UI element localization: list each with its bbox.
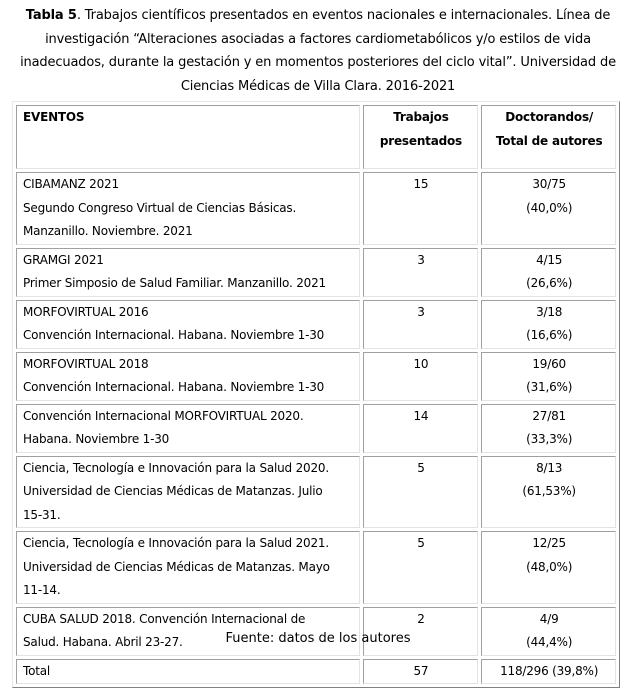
header-trabajos-line-1: Trabajos (393, 110, 449, 124)
evento-line: MORFOVIRTUAL 2016 (23, 304, 149, 319)
table-row (16, 352, 616, 401)
ratio-value: 12/25 (532, 536, 566, 550)
evento-line: Ciencia, Tecnología e Innovación para la Salud 2021. (23, 536, 329, 550)
header-doctorandos-line-1: Doctorandos/ (505, 110, 594, 124)
table-row (16, 172, 616, 245)
doctorandos-cell (481, 300, 616, 349)
evento-line: Convención Internacional. Habana. Noviembre 1-30 (23, 328, 325, 342)
ratio-value: 27/81 (532, 408, 566, 423)
header-doctorandos (481, 105, 616, 169)
table-row (16, 300, 616, 349)
evento-line: CIBAMANZ 2021 (23, 177, 119, 191)
ratio-value: 4/9 (539, 611, 559, 626)
evento-line: CUBA SALUD 2018. Convención Internacional de (23, 611, 306, 626)
evento-line: 11-14. (23, 583, 61, 597)
doctorandos-cell (481, 248, 616, 297)
header-doctorandos-line-2: Total de autores (495, 133, 603, 148)
evento-line: Convención Internacional. Habana. Noviembre 1-30 (23, 380, 325, 394)
table-row (16, 456, 616, 529)
source-note: Fuente: datos de los autores (225, 631, 411, 646)
evento-line: 15-31. (23, 507, 61, 522)
doctorandos-cell (481, 531, 616, 604)
evento-cell (16, 531, 360, 604)
header-trabajos-line-2: presentados (379, 133, 462, 148)
caption-line-3: inadecuados, durante la gestación y en momentos posteriores del ciclo vital”. Universidad de (20, 55, 616, 70)
doctorandos-cell (481, 456, 616, 529)
ratio-value: 19/60 (532, 356, 566, 371)
evento-line: Universidad de Ciencias Médicas de Matanzas. Julio (23, 484, 323, 498)
events-table (12, 101, 620, 688)
pct-value: (33,3%) (526, 432, 573, 446)
doctorandos-cell (481, 352, 616, 401)
header-eventos (16, 105, 360, 169)
table-row (16, 531, 616, 604)
caption-line-2: investigación “Alteraciones asociadas a factores cardiometabólicos y/o estilos de vida (45, 31, 591, 47)
header-eventos-text: EVENTOS (23, 110, 85, 124)
header-trabajos (363, 105, 479, 169)
table-header-row (16, 105, 616, 169)
pct-value: (26,6%) (526, 276, 573, 290)
evento-line: Manzanillo. Noviembre. 2021 (23, 224, 193, 238)
total-ratio: 118/296 (39,8%) (481, 659, 616, 685)
evento-line: GRAMGI 2021 (23, 252, 104, 267)
trabajos-cell: 15 (363, 172, 479, 245)
evento-cell (16, 248, 360, 297)
pct-value: (61,53%) (522, 484, 576, 498)
evento-cell (16, 404, 360, 453)
trabajos-cell: 3 (363, 300, 479, 349)
ratio-value: 4/15 (536, 252, 563, 267)
total-trabajos: 57 (363, 659, 479, 685)
pct-value: (40,0%) (526, 200, 573, 215)
table-row (16, 248, 616, 297)
trabajos-cell: 5 (363, 531, 479, 604)
evento-line: Segundo Congreso Virtual de Ciencias Básicas. (23, 200, 297, 215)
evento-line: Salud. Habana. Abril 23-27. (23, 635, 183, 649)
evento-cell (16, 352, 360, 401)
table-row (16, 404, 616, 453)
ratio-value: 8/13 (536, 460, 563, 475)
doctorandos-cell (481, 404, 616, 453)
evento-line: Universidad de Ciencias Médicas de Matanzas. Mayo (23, 559, 330, 574)
evento-line: Habana. Noviembre 1-30 (23, 432, 170, 446)
trabajos-cell: 5 (363, 456, 479, 529)
table-caption (0, 4, 636, 98)
evento-cell (16, 456, 360, 529)
pct-value: (31,6%) (526, 380, 573, 394)
caption-label: Tabla 5 (25, 8, 77, 23)
trabajos-cell: 3 (363, 248, 479, 297)
ratio-value: 3/18 (536, 304, 563, 319)
doctorandos-cell (481, 172, 616, 245)
caption-line-4: Ciencias Médicas de Villa Clara. 2016-2021 (180, 78, 456, 94)
pct-value: (48,0%) (526, 559, 573, 574)
total-label: Total (16, 659, 360, 685)
table-total-row (16, 659, 616, 685)
evento-line: Ciencia, Tecnología e Innovación para la Salud 2020. (23, 460, 329, 475)
ratio-value: 30/75 (532, 177, 566, 191)
evento-line: Primer Simposio de Salud Familiar. Manzanillo. 2021 (23, 276, 326, 290)
caption-line-1: . Trabajos científicos presentados en eventos nacionales e internacionales. Línea de (76, 8, 611, 23)
trabajos-cell: 2 (363, 607, 479, 656)
trabajos-cell: 14 (363, 404, 479, 453)
evento-cell (16, 300, 360, 349)
evento-line: MORFOVIRTUAL 2018 (23, 356, 149, 371)
evento-cell (16, 172, 360, 245)
evento-line: Convención Internacional MORFOVIRTUAL 2020. (23, 408, 304, 423)
pct-value: (16,6%) (526, 328, 573, 342)
pct-value: (44,4%) (526, 635, 573, 649)
trabajos-cell: 10 (363, 352, 479, 401)
